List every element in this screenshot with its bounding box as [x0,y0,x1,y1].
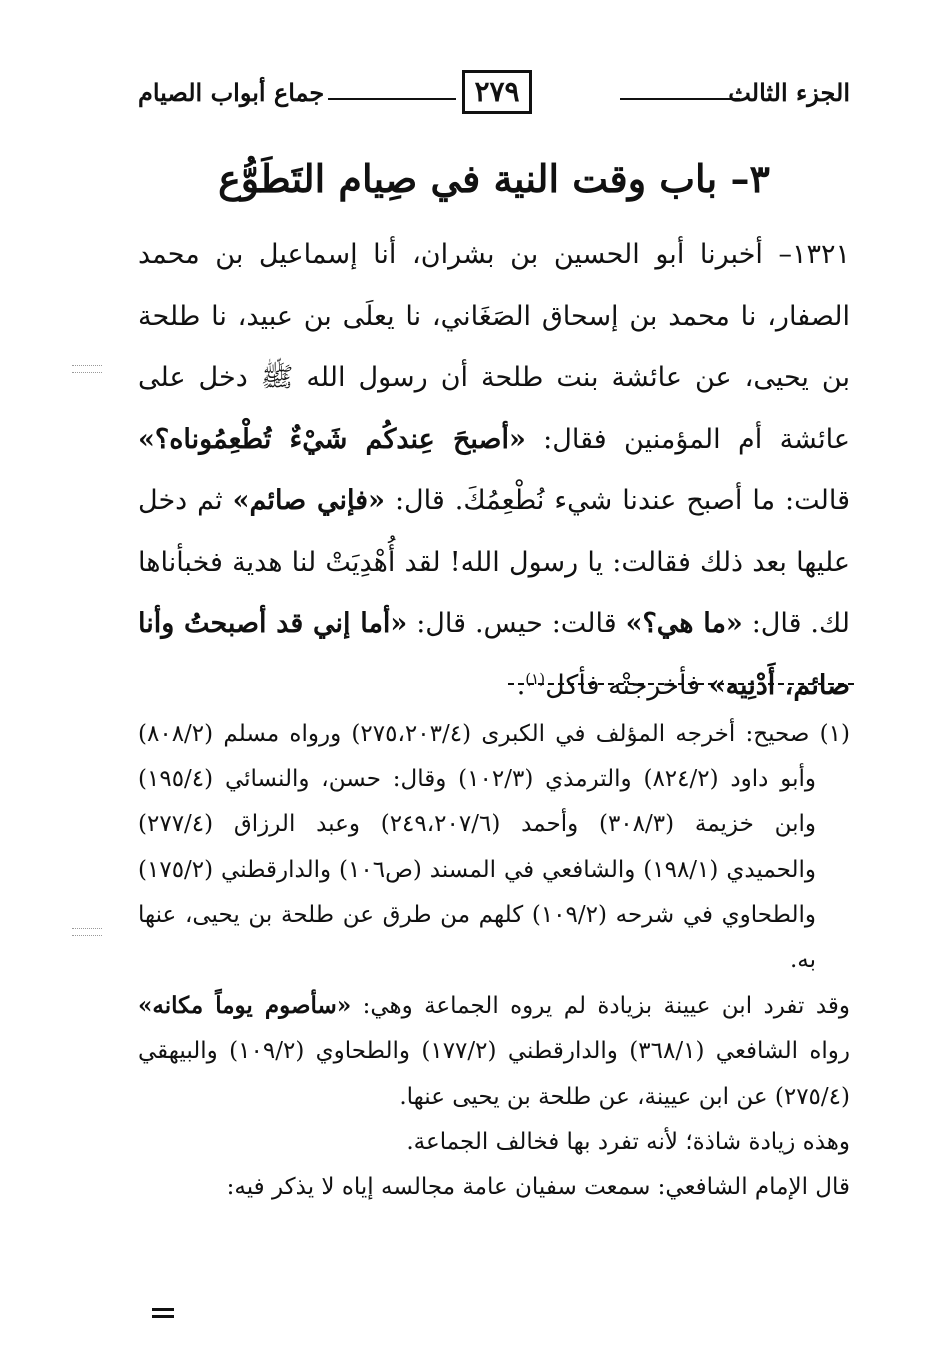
section-label: جماع أبواب الصيام [138,78,325,107]
hadith-quote-2: «فإني صائم» [232,485,385,516]
hadith-text-part-3: ثم دخل عليها بعد ذلك فقالت: يا رسول الله! لقد أُهْدِيَتْ لنا هدية فخبأناها لك. قال: [138,485,850,639]
footnote-separator [508,683,854,685]
margin-mark [72,372,102,373]
footnote-1-quote: «سأصوم يوماً مكانه» [138,992,352,1020]
margin-mark [72,365,102,366]
hadith-text-end: . [516,669,526,701]
hadith-text-part-4: قالت: حيس. قال: [407,608,626,639]
hadith-quote-3: «ما هي؟» [625,608,743,639]
footnote-1-paragraph-2-post: رواه الشافعي (٣٦٨/١) والدارقطني (١٧٧/٢) والطحاوي (١٠٩/٢) والبيهقي (٢٧٥/٤) عن ابن عيينة، عن طلحة بن يحيى عنها. [138,1038,850,1110]
continuation-mark [152,1308,174,1322]
margin-mark [72,935,102,936]
hadith-quote-4: «أما إني قد أصبحتُ وأنا صائم، أَدْنِيه» [138,608,850,701]
page-number: ٢٧٩ [474,75,520,108]
chapter-title: ٣– باب وقت النية في صِيام التَطَوُّع [218,156,770,201]
footnote-1-paragraph-2-pre: وقد تفرد ابن عيينة بزيادة لم يروه الجماعة وهي: [351,993,850,1020]
hadith-text-part-5: فأخرجتْه فأكل [545,669,709,701]
footnote-1-paragraph-4: قال الإمام الشافعي: سمعت سفيان عامة مجالسه إياه لا يذكر فيه: [226,1174,850,1201]
page-number-box [462,70,532,114]
footnote-1-paragraph-3: وهذه زيادة شاذة؛ لأنه تفرد بها فخالف الجماعة. [406,1128,850,1155]
footnotes [138,712,850,1210]
hadith-quote-1: «أصبحَ عِندكُم شَيْءٌ تُطْعِمُوناه؟» [138,423,526,455]
running-header [138,68,850,124]
header-rule-right [620,98,740,100]
volume-label: الجزء الثالث [728,78,850,107]
footnote-1-paragraph-2 [138,983,850,1120]
header-rule-left [328,98,456,100]
hadith-text-part-2: قالت: ما أصبح عندنا شيء نُطْعِمُكَ. قال: [384,485,850,516]
footnote-1-paragraph-1: (١) صحيح: أخرجه المؤلف في الكبرى (٢٧٥،٢٠٣/٤) ورواه مسلم (٨٠٨/٢) وأبو داود (٨٢٤/٢) والترمذي (١٠٢/٣) وقال: حسن، والنسائي (١٩٥/٤) وابن خزيمة (٣٠٨/٣) وأحمد (٢٤٩،٢٠٧/٦) وعبد الرزاق (٢٧٧/٤) والحميدي (١٩٨/١) والشافعي في المسند (ص١٠٦) والدارقطني (١٧٥/٢) والطحاوي في شرحه (١٠٩/٢) كلهم من طرق عن طلحة بن يحيى، عنها به. [138,721,850,974]
footnote-reference[interactable]: (١) [525,669,546,688]
hadith-text [138,224,850,716]
hadith-text-part-1: ١٣٢١– أخبرنا أبو الحسين بن بشران، أنا إسماعيل بن محمد الصفار، نا محمد بن إسحاق الصَغَاني، نا يعلَى بن عبيد، نا طلحة بن يحيى، عن عائشة بنت طلحة أن رسول الله ﷺ دخل على عائشة أم المؤمنين فقال: [138,239,850,455]
margin-mark [72,928,102,929]
